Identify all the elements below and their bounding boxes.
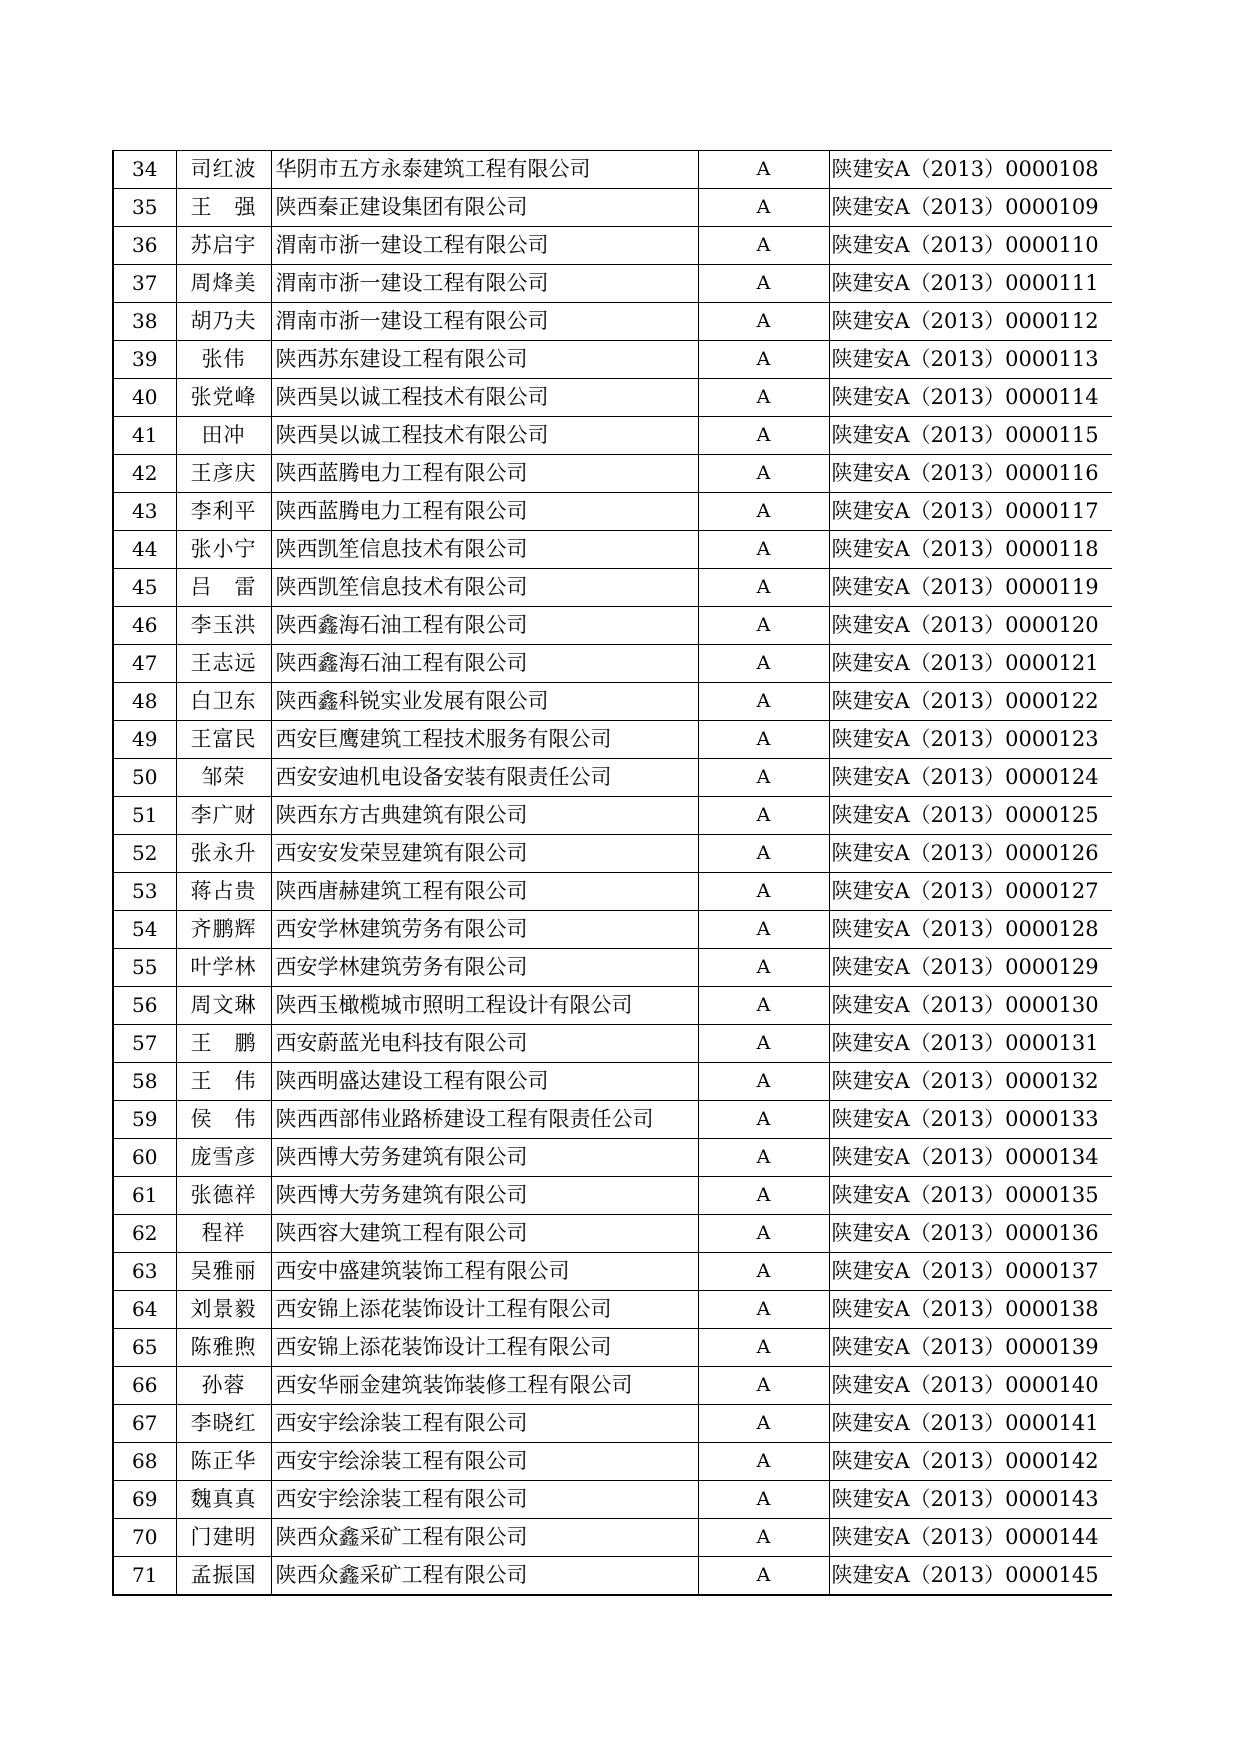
grade-cell: A [698, 493, 829, 531]
certificate-number-cell [829, 1519, 1112, 1557]
row-number-cell: 35 [113, 189, 176, 227]
company-name-cell: 陕西昊以诚工程技术有限公司 [271, 379, 698, 417]
certificate-number-cell [829, 1443, 1112, 1481]
company-name-cell: 西安锦上添花装饰设计工程有限公司 [271, 1329, 698, 1367]
certificate-number-text: 陕建安A（2013）0000126 [831, 841, 1099, 865]
person-name-cell: 司红波 [176, 151, 271, 189]
grade-cell: A [698, 265, 829, 303]
certificate-number-cell [829, 1177, 1112, 1215]
certificate-number-text: 陕建安A（2013）0000114 [831, 385, 1099, 409]
company-name-cell: 陕西鑫科锐实业发展有限公司 [271, 683, 698, 721]
certificate-number-text: 陕建安A（2013）0000129 [831, 955, 1099, 979]
certificate-number-text: 陕建安A（2013）0000144 [831, 1525, 1099, 1549]
person-name-cell: 王志远 [176, 645, 271, 683]
certificate-number-cell [829, 1215, 1112, 1253]
company-name-cell: 西安华丽金建筑装饰装修工程有限公司 [271, 1367, 698, 1405]
company-name-cell: 陕西鑫海石油工程有限公司 [271, 607, 698, 645]
row-number-cell: 50 [113, 759, 176, 797]
table-row [113, 987, 1112, 1025]
certificate-number-cell [829, 1101, 1112, 1139]
company-name-cell: 西安蔚蓝光电科技有限公司 [271, 1025, 698, 1063]
company-name-cell: 陕西玉橄榄城市照明工程设计有限公司 [271, 987, 698, 1025]
certificate-number-cell [829, 1329, 1112, 1367]
row-number-cell: 63 [113, 1253, 176, 1291]
grade-cell: A [698, 379, 829, 417]
table-row [113, 379, 1112, 417]
row-number-cell: 36 [113, 227, 176, 265]
certificate-number-cell [829, 683, 1112, 721]
certificate-number-text: 陕建安A（2013）0000145 [831, 1563, 1099, 1587]
grade-cell: A [698, 1025, 829, 1063]
table-row [113, 645, 1112, 683]
person-name-cell: 周文琳 [176, 987, 271, 1025]
certificate-number-text: 陕建安A（2013）0000109 [831, 195, 1099, 219]
certificate-number-cell [829, 1557, 1112, 1596]
certificate-number-text: 陕建安A（2013）0000122 [831, 689, 1099, 713]
certificate-number-cell [829, 151, 1112, 189]
person-name-cell: 苏启宇 [176, 227, 271, 265]
person-name-cell: 庞雪彦 [176, 1139, 271, 1177]
row-number-cell: 44 [113, 531, 176, 569]
table-row [113, 189, 1112, 227]
certificate-number-cell [829, 189, 1112, 227]
person-name-cell: 魏真真 [176, 1481, 271, 1519]
company-name-cell: 陕西博大劳务建筑有限公司 [271, 1177, 698, 1215]
certificate-table-container [112, 150, 1112, 1596]
certificate-number-text: 陕建安A（2013）0000119 [831, 575, 1099, 599]
person-name-cell: 李广财 [176, 797, 271, 835]
company-name-cell: 陕西鑫海石油工程有限公司 [271, 645, 698, 683]
row-number-cell: 68 [113, 1443, 176, 1481]
row-number-cell: 54 [113, 911, 176, 949]
table-row [113, 1329, 1112, 1367]
table-row [113, 1557, 1112, 1596]
certificate-number-cell [829, 1025, 1112, 1063]
person-name-cell: 孟振国 [176, 1557, 271, 1596]
grade-cell: A [698, 1291, 829, 1329]
grade-cell: A [698, 645, 829, 683]
certificate-number-cell [829, 1405, 1112, 1443]
certificate-number-text: 陕建安A（2013）0000140 [831, 1373, 1099, 1397]
certificate-number-cell [829, 911, 1112, 949]
table-row [113, 455, 1112, 493]
certificate-number-cell [829, 1481, 1112, 1519]
person-name-cell: 邹荣 [176, 759, 271, 797]
person-name-cell: 李利平 [176, 493, 271, 531]
company-name-cell: 华阴市五方永泰建筑工程有限公司 [271, 151, 698, 189]
grade-cell: A [698, 531, 829, 569]
table-row [113, 1101, 1112, 1139]
certificate-number-text: 陕建安A（2013）0000121 [831, 651, 1099, 675]
certificate-number-text: 陕建安A（2013）0000136 [831, 1221, 1099, 1245]
row-number-cell: 64 [113, 1291, 176, 1329]
certificate-number-text: 陕建安A（2013）0000137 [831, 1259, 1099, 1283]
certificate-number-text: 陕建安A（2013）0000135 [831, 1183, 1099, 1207]
certificate-number-text: 陕建安A（2013）0000118 [831, 537, 1099, 561]
certificate-number-cell [829, 1367, 1112, 1405]
person-name-cell: 陈雅煦 [176, 1329, 271, 1367]
person-name-cell: 吴雅丽 [176, 1253, 271, 1291]
person-name-cell: 刘景毅 [176, 1291, 271, 1329]
certificate-number-text: 陕建安A（2013）0000120 [831, 613, 1099, 637]
table-row [113, 1025, 1112, 1063]
company-name-cell: 陕西苏东建设工程有限公司 [271, 341, 698, 379]
table-row [113, 1177, 1112, 1215]
certificate-number-text: 陕建安A（2013）0000108 [831, 157, 1099, 181]
certificate-number-cell [829, 569, 1112, 607]
row-number-cell: 58 [113, 1063, 176, 1101]
row-number-cell: 53 [113, 873, 176, 911]
certificate-number-cell [829, 455, 1112, 493]
table-row [113, 835, 1112, 873]
table-row [113, 265, 1112, 303]
person-name-cell: 侯 伟 [176, 1101, 271, 1139]
person-name-cell: 白卫东 [176, 683, 271, 721]
company-name-cell: 陕西凯笙信息技术有限公司 [271, 569, 698, 607]
grade-cell: A [698, 987, 829, 1025]
certificate-number-text: 陕建安A（2013）0000138 [831, 1297, 1099, 1321]
grade-cell: A [698, 1519, 829, 1557]
table-row [113, 1405, 1112, 1443]
certificate-number-text: 陕建安A（2013）0000116 [831, 461, 1099, 485]
person-name-cell: 张小宁 [176, 531, 271, 569]
grade-cell: A [698, 683, 829, 721]
certificate-number-text: 陕建安A（2013）0000143 [831, 1487, 1099, 1511]
certificate-number-cell [829, 379, 1112, 417]
company-name-cell: 渭南市浙一建设工程有限公司 [271, 227, 698, 265]
grade-cell: A [698, 797, 829, 835]
grade-cell: A [698, 1557, 829, 1596]
certificate-number-text: 陕建安A（2013）0000123 [831, 727, 1099, 751]
company-name-cell: 西安宇绘涂装工程有限公司 [271, 1443, 698, 1481]
row-number-cell: 65 [113, 1329, 176, 1367]
company-name-cell: 西安锦上添花装饰设计工程有限公司 [271, 1291, 698, 1329]
person-name-cell: 张伟 [176, 341, 271, 379]
certificate-number-text: 陕建安A（2013）0000139 [831, 1335, 1099, 1359]
table-row [113, 911, 1112, 949]
certificate-number-cell [829, 341, 1112, 379]
row-number-cell: 56 [113, 987, 176, 1025]
table-row [113, 1481, 1112, 1519]
certificate-number-cell [829, 493, 1112, 531]
certificate-number-text: 陕建安A（2013）0000113 [831, 347, 1099, 371]
row-number-cell: 62 [113, 1215, 176, 1253]
table-row [113, 569, 1112, 607]
table-row [113, 493, 1112, 531]
grade-cell: A [698, 759, 829, 797]
row-number-cell: 60 [113, 1139, 176, 1177]
company-name-cell: 西安安发荣昱建筑有限公司 [271, 835, 698, 873]
certificate-number-cell [829, 227, 1112, 265]
company-name-cell: 西安学林建筑劳务有限公司 [271, 911, 698, 949]
row-number-cell: 48 [113, 683, 176, 721]
person-name-cell: 胡乃夫 [176, 303, 271, 341]
table-row [113, 873, 1112, 911]
certificate-number-text: 陕建安A（2013）0000110 [831, 233, 1099, 257]
certificate-number-cell [829, 873, 1112, 911]
grade-cell: A [698, 341, 829, 379]
person-name-cell: 张德祥 [176, 1177, 271, 1215]
certificate-number-text: 陕建安A（2013）0000124 [831, 765, 1099, 789]
person-name-cell: 张永升 [176, 835, 271, 873]
person-name-cell: 孙蓉 [176, 1367, 271, 1405]
certificate-number-cell [829, 721, 1112, 759]
certificate-number-text: 陕建安A（2013）0000130 [831, 993, 1099, 1017]
row-number-cell: 70 [113, 1519, 176, 1557]
table-row [113, 341, 1112, 379]
table-row [113, 417, 1112, 455]
grade-cell: A [698, 873, 829, 911]
table-body [113, 151, 1112, 1596]
row-number-cell: 38 [113, 303, 176, 341]
certificate-number-cell [829, 531, 1112, 569]
row-number-cell: 51 [113, 797, 176, 835]
certificate-number-cell [829, 759, 1112, 797]
certificate-number-cell [829, 987, 1112, 1025]
certificate-number-text: 陕建安A（2013）0000131 [831, 1031, 1099, 1055]
person-name-cell: 齐鹏辉 [176, 911, 271, 949]
table-row [113, 1367, 1112, 1405]
grade-cell: A [698, 1215, 829, 1253]
grade-cell: A [698, 911, 829, 949]
row-number-cell: 71 [113, 1557, 176, 1596]
table-row [113, 759, 1112, 797]
company-name-cell: 陕西秦正建设集团有限公司 [271, 189, 698, 227]
person-name-cell: 田冲 [176, 417, 271, 455]
row-number-cell: 41 [113, 417, 176, 455]
company-name-cell: 西安宇绘涂装工程有限公司 [271, 1481, 698, 1519]
grade-cell: A [698, 1329, 829, 1367]
certificate-number-text: 陕建安A（2013）0000117 [831, 499, 1099, 523]
table-row [113, 949, 1112, 987]
certificate-number-text: 陕建安A（2013）0000125 [831, 803, 1099, 827]
company-name-cell: 陕西唐赫建筑工程有限公司 [271, 873, 698, 911]
person-name-cell: 王富民 [176, 721, 271, 759]
table-row [113, 1215, 1112, 1253]
table-row [113, 1253, 1112, 1291]
company-name-cell: 西安安迪机电设备安装有限责任公司 [271, 759, 698, 797]
certificate-number-cell [829, 1291, 1112, 1329]
grade-cell: A [698, 1405, 829, 1443]
certificate-number-cell [829, 607, 1112, 645]
row-number-cell: 55 [113, 949, 176, 987]
certificate-number-cell [829, 949, 1112, 987]
company-name-cell: 陕西昊以诚工程技术有限公司 [271, 417, 698, 455]
table-row [113, 1139, 1112, 1177]
certificate-number-text: 陕建安A（2013）0000132 [831, 1069, 1099, 1093]
certificate-number-text: 陕建安A（2013）0000111 [831, 271, 1099, 295]
certificate-number-text: 陕建安A（2013）0000133 [831, 1107, 1099, 1131]
company-name-cell: 陕西蓝腾电力工程有限公司 [271, 455, 698, 493]
table-row [113, 1443, 1112, 1481]
certificate-number-text: 陕建安A（2013）0000134 [831, 1145, 1099, 1169]
company-name-cell: 陕西博大劳务建筑有限公司 [271, 1139, 698, 1177]
company-name-cell: 陕西容大建筑工程有限公司 [271, 1215, 698, 1253]
person-name-cell: 门建明 [176, 1519, 271, 1557]
company-name-cell: 渭南市浙一建设工程有限公司 [271, 303, 698, 341]
company-name-cell: 陕西西部伟业路桥建设工程有限责任公司 [271, 1101, 698, 1139]
grade-cell: A [698, 1367, 829, 1405]
table-row [113, 683, 1112, 721]
row-number-cell: 67 [113, 1405, 176, 1443]
person-name-cell: 李玉洪 [176, 607, 271, 645]
row-number-cell: 46 [113, 607, 176, 645]
certificate-number-cell [829, 1253, 1112, 1291]
certificate-number-cell [829, 645, 1112, 683]
table-row [113, 797, 1112, 835]
certificate-table [112, 150, 1112, 1596]
row-number-cell: 52 [113, 835, 176, 873]
grade-cell: A [698, 227, 829, 265]
person-name-cell: 王 鹏 [176, 1025, 271, 1063]
table-row [113, 531, 1112, 569]
certificate-number-cell [829, 1139, 1112, 1177]
table-row [113, 1291, 1112, 1329]
certificate-number-cell [829, 1063, 1112, 1101]
person-name-cell: 吕 雷 [176, 569, 271, 607]
grade-cell: A [698, 721, 829, 759]
grade-cell: A [698, 303, 829, 341]
certificate-number-text: 陕建安A（2013）0000128 [831, 917, 1099, 941]
company-name-cell: 陕西众鑫采矿工程有限公司 [271, 1519, 698, 1557]
person-name-cell: 陈正华 [176, 1443, 271, 1481]
grade-cell: A [698, 417, 829, 455]
table-row [113, 227, 1112, 265]
grade-cell: A [698, 835, 829, 873]
certificate-number-text: 陕建安A（2013）0000127 [831, 879, 1099, 903]
company-name-cell: 陕西东方古典建筑有限公司 [271, 797, 698, 835]
table-row [113, 721, 1112, 759]
company-name-cell: 渭南市浙一建设工程有限公司 [271, 265, 698, 303]
row-number-cell: 57 [113, 1025, 176, 1063]
row-number-cell: 45 [113, 569, 176, 607]
grade-cell: A [698, 1177, 829, 1215]
row-number-cell: 43 [113, 493, 176, 531]
grade-cell: A [698, 1253, 829, 1291]
table-row [113, 607, 1112, 645]
table-row [113, 151, 1112, 189]
company-name-cell: 西安宇绘涂装工程有限公司 [271, 1405, 698, 1443]
row-number-cell: 40 [113, 379, 176, 417]
company-name-cell: 陕西明盛达建设工程有限公司 [271, 1063, 698, 1101]
company-name-cell: 陕西凯笙信息技术有限公司 [271, 531, 698, 569]
certificate-number-text: 陕建安A（2013）0000142 [831, 1449, 1099, 1473]
row-number-cell: 47 [113, 645, 176, 683]
person-name-cell: 张党峰 [176, 379, 271, 417]
row-number-cell: 61 [113, 1177, 176, 1215]
grade-cell: A [698, 607, 829, 645]
person-name-cell: 王 伟 [176, 1063, 271, 1101]
grade-cell: A [698, 1481, 829, 1519]
company-name-cell: 陕西众鑫采矿工程有限公司 [271, 1557, 698, 1596]
row-number-cell: 66 [113, 1367, 176, 1405]
person-name-cell: 程祥 [176, 1215, 271, 1253]
certificate-number-cell [829, 417, 1112, 455]
certificate-number-cell [829, 835, 1112, 873]
person-name-cell: 李晓红 [176, 1405, 271, 1443]
row-number-cell: 39 [113, 341, 176, 379]
grade-cell: A [698, 1443, 829, 1481]
person-name-cell: 王 强 [176, 189, 271, 227]
certificate-number-cell [829, 303, 1112, 341]
grade-cell: A [698, 1101, 829, 1139]
table-row [113, 303, 1112, 341]
certificate-number-text: 陕建安A（2013）0000112 [831, 309, 1099, 333]
grade-cell: A [698, 189, 829, 227]
certificate-number-cell [829, 797, 1112, 835]
grade-cell: A [698, 1063, 829, 1101]
person-name-cell: 周烽美 [176, 265, 271, 303]
person-name-cell: 蒋占贵 [176, 873, 271, 911]
row-number-cell: 49 [113, 721, 176, 759]
person-name-cell: 叶学林 [176, 949, 271, 987]
row-number-cell: 37 [113, 265, 176, 303]
certificate-number-cell [829, 265, 1112, 303]
table-row [113, 1519, 1112, 1557]
company-name-cell: 西安巨鹰建筑工程技术服务有限公司 [271, 721, 698, 759]
certificate-number-text: 陕建安A（2013）0000115 [831, 423, 1099, 447]
table-row [113, 1063, 1112, 1101]
company-name-cell: 陕西蓝腾电力工程有限公司 [271, 493, 698, 531]
grade-cell: A [698, 949, 829, 987]
row-number-cell: 34 [113, 151, 176, 189]
grade-cell: A [698, 151, 829, 189]
certificate-number-text: 陕建安A（2013）0000141 [831, 1411, 1099, 1435]
grade-cell: A [698, 455, 829, 493]
row-number-cell: 69 [113, 1481, 176, 1519]
row-number-cell: 42 [113, 455, 176, 493]
company-name-cell: 西安学林建筑劳务有限公司 [271, 949, 698, 987]
person-name-cell: 王彦庆 [176, 455, 271, 493]
grade-cell: A [698, 1139, 829, 1177]
company-name-cell: 西安中盛建筑装饰工程有限公司 [271, 1253, 698, 1291]
grade-cell: A [698, 569, 829, 607]
row-number-cell: 59 [113, 1101, 176, 1139]
